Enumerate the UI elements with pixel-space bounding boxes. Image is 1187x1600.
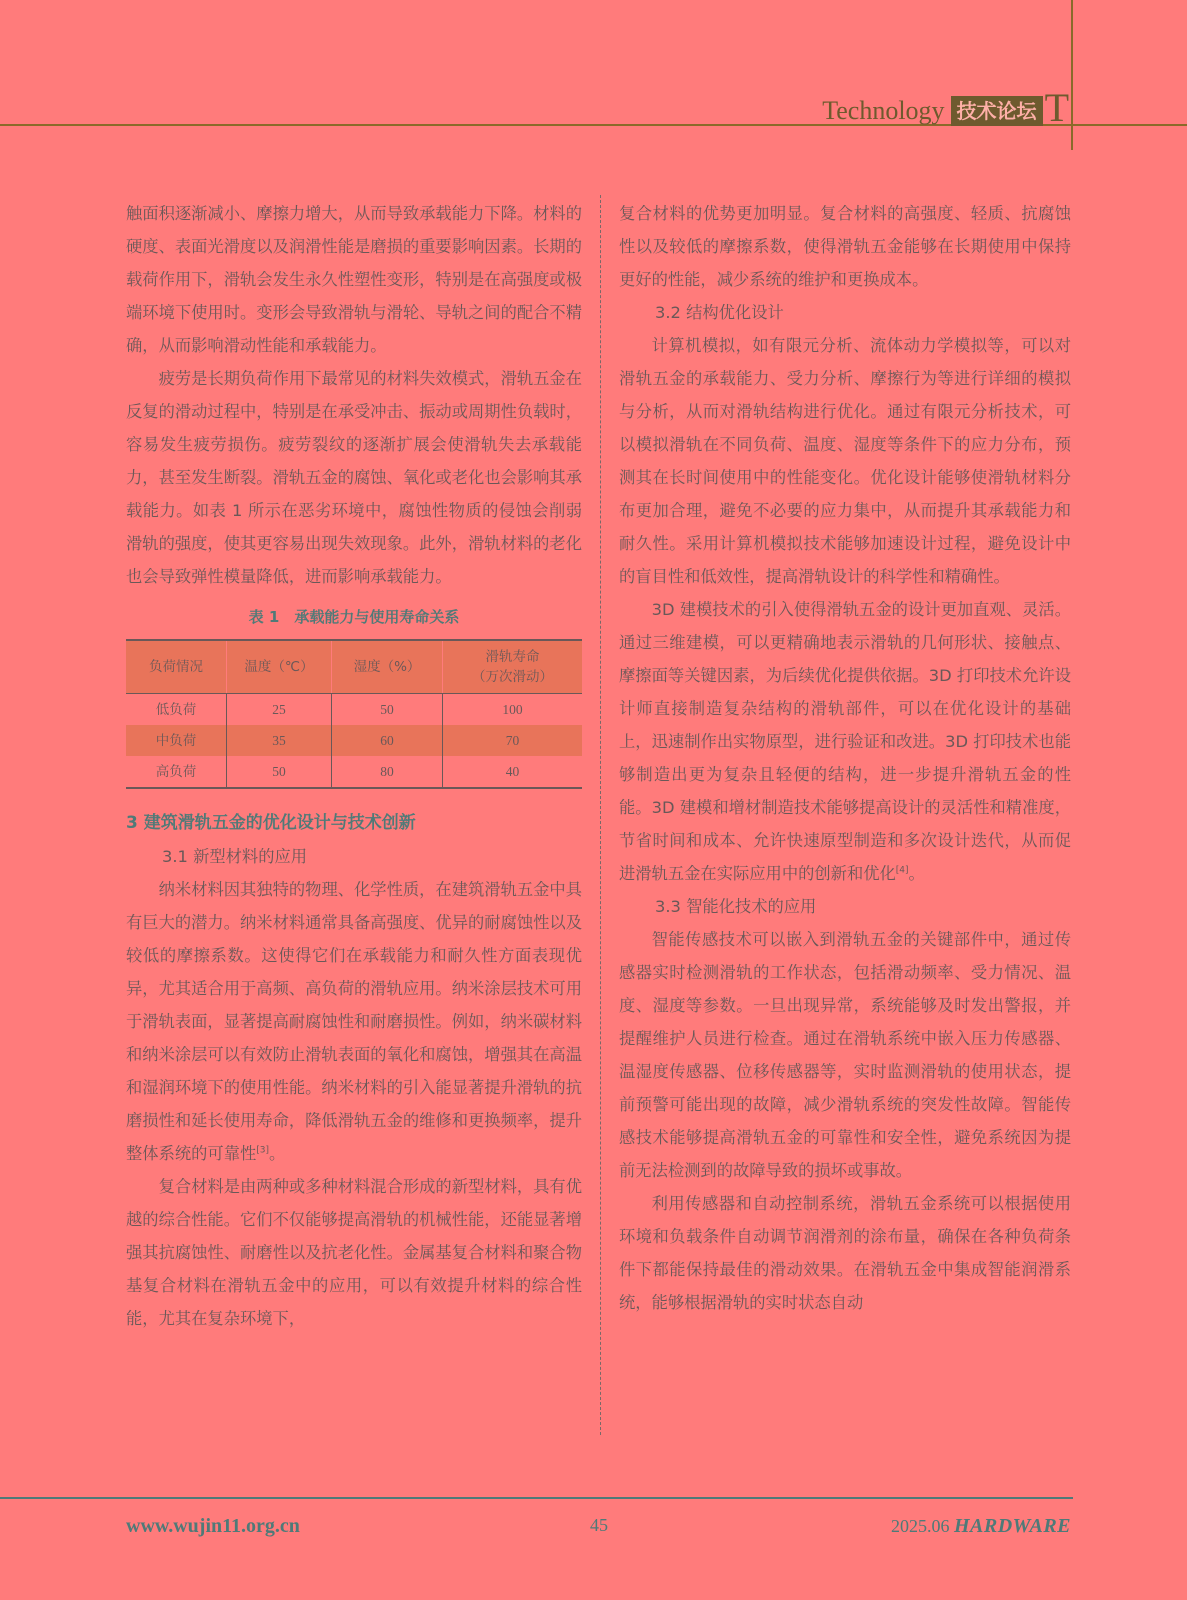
paragraph: 复合材料是由两种或多种材料混合形成的新型材料，具有优越的综合性能。它们不仅能够提高滑轨的机械性能，还能显著增强其抗腐蚀性、耐磨性以及抗老化性。金属基复合材料和聚合物基复合材料在滑轨五金中的应用，可以有效提升材料的综合性能，尤其在复杂环境下， (126, 1177, 582, 1328)
table-header-row (126, 640, 582, 694)
paragraph: 计算机模拟，如有限元分析、流体动力学模拟等，可以对滑轨五金的承载能力、受力分析、摩擦行为等进行详细的模拟与分析，从而对滑轨结构进行优化。通过有限元分析技术，可以模拟滑轨在不同负荷、温度、湿度等条件下的应力分布，预测其在长时间使用中的性能变化。优化设计能够使滑轨材料分布更加合理，避免不必要的应力集中，从而提升其承载能力和耐久性。采用计算机模拟技术能够加速设计过程，避免设计中的盲目性和低效性，提高滑轨设计的科学性和精确性。 (619, 336, 1071, 586)
paragraph: 复合材料的优势更加明显。复合材料的高强度、轻质、抗腐蚀性以及较低的摩擦系数，使得滑轨五金能够在长期使用中保持更好的性能，减少系统的维护和更换成本。 (619, 204, 1071, 289)
subsection-heading: 3.2 结构优化设计 (655, 303, 784, 322)
table-cell: 40 (443, 756, 583, 788)
paragraph-end: 。 (269, 1144, 286, 1163)
header-brand-english: Technology (822, 96, 945, 125)
table-cell: 50 (227, 756, 332, 788)
table-header-cell: 负荷情况 (126, 640, 227, 694)
paragraph: 利用传感器和自动控制系统，滑轨五金系统可以根据使用环境和负载条件自动调节润滑剂的涂布量，确保在各种负荷条件下都能保持最佳的滑动效果。在滑轨五金中集成智能润滑系统，能够根据滑轨的实时状态自动 (619, 1194, 1071, 1312)
section-heading: 3 建筑滑轨五金的优化设计与技术创新 (126, 813, 416, 833)
paragraph-text: 3D 建模技术的引入使得滑轨五金的设计更加直观、灵活。通过三维建模，可以更精确地表示滑轨的几何形状、接触点、摩擦面等关键因素，为后续优化提供依据。3D 打印技术允许设计师直接制造复杂结构的滑轨部件，可以在优化设计的基础上，迅速制作出实物原型，进行验证和改进。3D 打印技术也能够制造出更为复杂且轻便的结构，进一步提升滑轨五金的性能。3D 建模和增材制造技术能够提高设计的灵活性和精准度，节省时间和成本、允许快速原型制造和多次设计迭代，从而促进滑轨五金在实际应用中的创新和优化 (619, 600, 1071, 883)
paragraph: 智能传感技术可以嵌入到滑轨五金的关键部件中，通过传感器实时检测滑轨的工作状态，包括滑动频率、受力情况、温度、湿度等参数。一旦出现异常，系统能够及时发出警报，并提醒维护人员进行检查。通过在滑轨系统中嵌入压力传感器、温湿度传感器、位移传感器等，实时监测滑轨的使用状态，提前预警可能出现的故障，减少滑轨系统的突发性故障。智能传感技术能够提高滑轨五金的可靠性和安全性，避免系统因为提前无法检测到的故障导致的损坏或事故。 (619, 930, 1071, 1180)
paragraph (126, 873, 582, 1170)
journal-header (822, 85, 1069, 130)
paragraph (619, 593, 1071, 890)
table-cell: 80 (332, 756, 443, 788)
footer-url-link[interactable]: www.wujin11.org.cn (126, 1515, 300, 1537)
paragraph: 疲劳是长期负荷作用下最常见的材料失效模式，滑轨五金在反复的滑动过程中，特别是在承受冲击、振动或周期性负载时，容易发生疲劳损伤。疲劳裂纹的逐渐扩展会使滑轨失去承载能力，甚至发生断裂。滑轨五金的腐蚀、氧化或老化也会影响其承载能力。如表 1 所示在恶劣环境中，腐蚀性物质的侵蚀会削弱滑轨的强度，使其更容易出现失效现象。此外，滑轨材料的老化也会导致弹性模量降低，进而影响承载能力。 (126, 369, 582, 586)
citation-ref: [4] (895, 865, 909, 876)
table-cell: 低负荷 (126, 694, 227, 726)
issue-date: 2025.06 (891, 1516, 950, 1536)
table-header-line: （万次滑动） (472, 669, 553, 685)
table-row (126, 694, 582, 726)
right-column (619, 197, 1071, 1319)
table-cell: 高负荷 (126, 756, 227, 788)
table-row (126, 756, 582, 788)
data-table (126, 639, 582, 789)
paragraph-text: 纳米材料因其独特的物理、化学性质，在建筑滑轨五金中具有巨大的潜力。纳米材料通常具备高强度、优异的耐腐蚀性以及较低的摩擦系数。这使得它们在承载能力和耐久性方面表现优异，尤其适合用于高频、高负荷的滑轨应用。纳米涂层技术可用于滑轨表面，显著提高耐腐蚀性和耐磨损性。例如，纳米碳材料和纳米涂层可以有效防止滑轨表面的氧化和腐蚀，增强其在高温和湿润环境下的使用性能。纳米材料的引入能显著提升滑轨的抗磨损性和延长使用寿命，降低滑轨五金的维修和更换频率，提升整体系统的可靠性 (126, 880, 582, 1163)
journal-name: HARDWARE (954, 1515, 1071, 1537)
header-brand-letter: T (1044, 85, 1069, 130)
table-cell: 50 (332, 694, 443, 726)
table-cell: 25 (227, 694, 332, 726)
paragraph-end: 。 (908, 864, 925, 883)
table-header-cell (443, 640, 583, 694)
header-vertical-rule (1071, 0, 1073, 150)
left-column (126, 197, 582, 1335)
page-footer (126, 1515, 1071, 1545)
table-header-cell: 湿度（%） (332, 640, 443, 694)
table-cell: 70 (443, 725, 583, 756)
subsection-heading: 3.1 新型材料的应用 (162, 847, 308, 866)
header-brand-chinese: 技术论坛 (951, 96, 1043, 126)
footer-rule (0, 1497, 1073, 1499)
table-cell: 60 (332, 725, 443, 756)
paragraph: 触面积逐渐减小、摩擦力增大，从而导致承载能力下降。材料的硬度、表面光滑度以及润滑性能是磨损的重要影响因素。长期的载荷作用下，滑轨会发生永久性塑性变形，特别是在高强度或极端环境下使用时。变形会导致滑轨与滑轮、导轨之间的配合不精确，从而影响滑动性能和承载能力。 (126, 204, 582, 355)
citation-ref: [3] (256, 1145, 270, 1156)
table-caption: 表 1 承载能力与使用寿命关系 (248, 608, 460, 626)
table-cell: 100 (502, 701, 523, 717)
table-cell: 中负荷 (126, 725, 227, 756)
column-divider (600, 195, 601, 1435)
table-header-cell: 温度（℃） (227, 640, 332, 694)
table-cell: 35 (227, 725, 332, 756)
table-row (126, 725, 582, 756)
table-header-line: 滑轨寿命 (485, 649, 540, 665)
page-number: 45 (590, 1515, 608, 1535)
subsection-heading: 3.3 智能化技术的应用 (655, 897, 817, 916)
footer-issue (891, 1515, 1071, 1538)
